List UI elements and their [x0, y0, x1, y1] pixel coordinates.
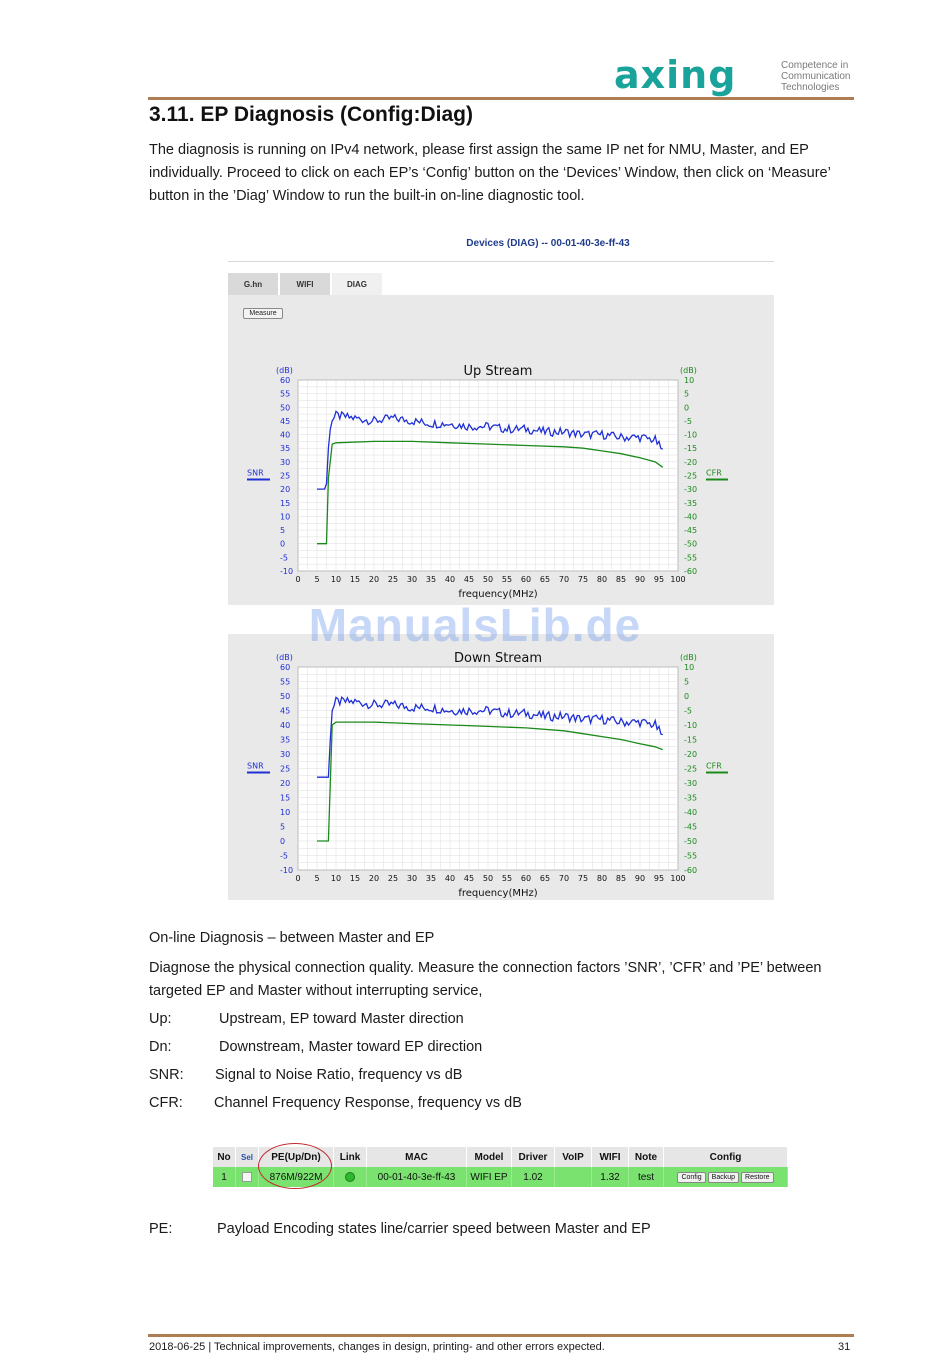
def-desc: Channel Frequency Response, frequency vs dB — [214, 1095, 522, 1111]
y-left-tick-label: -10 — [280, 567, 294, 576]
axing-logo — [614, 58, 774, 98]
measure-button[interactable]: Measure — [243, 308, 283, 319]
header-rule — [148, 97, 854, 100]
def-desc: Signal to Noise Ratio, frequency vs dB — [215, 1067, 463, 1083]
tab-ghn[interactable]: G.hn — [228, 273, 278, 295]
y-left-tick-label: -5 — [280, 851, 288, 861]
y-left-tick-label: 0 — [280, 837, 286, 846]
x-tick-label: 95 — [653, 575, 665, 584]
cell-mac: 00-01-40-3e-ff-43 — [367, 1167, 467, 1187]
y-left-tick-label: 20 — [280, 485, 291, 495]
y-right-tick-label: -20 — [684, 457, 698, 467]
y-right-tick-label: -50 — [684, 539, 698, 549]
y-right-tick-label: -15 — [684, 444, 698, 454]
def-desc: Upstream, EP toward Master direction — [219, 1011, 464, 1027]
col-header: No — [213, 1147, 236, 1167]
y-left-tick-label: 45 — [280, 706, 291, 716]
y-left-tick-label: 55 — [280, 677, 291, 687]
y-right-tick-label: -25 — [684, 471, 698, 481]
x-tick-label: 15 — [349, 575, 361, 584]
y-right-tick-label: -60 — [684, 866, 698, 875]
x-tick-label: 90 — [634, 874, 646, 883]
y-left-tick-label: 30 — [280, 457, 291, 467]
chart-title: Down Stream — [453, 651, 543, 666]
restore-button[interactable]: Restore — [741, 1172, 774, 1183]
downstream-chart — [228, 642, 774, 900]
y-right-unit: (dB) — [680, 653, 697, 662]
x-tick-label: 5 — [314, 575, 320, 584]
x-tick-label: 25 — [387, 874, 399, 883]
intro-line: individually. Proceed to click on each EP’s ‘Config’ button on the ‘Devices’ Window, then click on ‘Measure’ — [149, 165, 831, 181]
y-left-tick-label: 40 — [280, 721, 291, 730]
y-left-tick-label: 10 — [280, 808, 291, 817]
x-tick-label: 65 — [539, 874, 551, 883]
y-right-tick-label: 5 — [684, 389, 690, 399]
y-right-tick-label: -10 — [684, 721, 698, 730]
x-tick-label: 25 — [387, 575, 399, 584]
x-tick-label: 100 — [670, 874, 686, 883]
diag-paragraph — [149, 957, 839, 1003]
y-left-unit: (dB) — [276, 653, 293, 662]
x-tick-label: 30 — [406, 874, 418, 883]
y-left-tick-label: -5 — [280, 553, 288, 563]
x-tick-label: 80 — [596, 575, 608, 584]
backup-button[interactable]: Backup — [708, 1172, 739, 1183]
logo-text: axing — [614, 58, 737, 97]
y-right-tick-label: -45 — [684, 526, 698, 536]
y-right-tick-label: -30 — [684, 779, 698, 788]
x-tick-label: 10 — [330, 874, 342, 883]
y-right-tick-label: -40 — [684, 512, 698, 522]
diag-heading: On-line Diagnosis – between Master and EP — [149, 930, 435, 946]
col-header: WIFI — [592, 1147, 629, 1167]
x-tick-label: 75 — [577, 575, 589, 584]
y-left-tick-label: 45 — [280, 416, 291, 426]
x-tick-label: 55 — [501, 575, 513, 584]
col-header: Link — [334, 1147, 367, 1167]
x-tick-label: 70 — [558, 575, 570, 584]
x-tick-label: 95 — [653, 874, 665, 883]
x-tick-label: 35 — [425, 874, 437, 883]
y-right-tick-label: -5 — [684, 706, 692, 716]
col-header: PE(Up/Dn) — [259, 1147, 334, 1167]
y-right-tick-label: 5 — [684, 677, 690, 687]
col-header: Config — [664, 1147, 788, 1167]
y-right-tick-label: 10 — [684, 376, 695, 385]
y-left-tick-label: 20 — [280, 779, 291, 788]
y-left-tick-label: 25 — [280, 764, 291, 774]
y-left-tick-label: 50 — [280, 692, 291, 701]
y-right-tick-label: -30 — [684, 485, 698, 495]
devices-window-title: Devices (DIAG) -- 00-01-40-3e-ff-43 — [466, 238, 630, 249]
y-left-tick-label: 5 — [280, 526, 286, 536]
x-tick-label: 5 — [314, 874, 320, 883]
y-left-tick-label: 40 — [280, 430, 291, 440]
cfr-legend-label: CFR — [706, 761, 722, 771]
link-status-led-icon — [345, 1172, 355, 1182]
diag-line: targeted EP and Master without interrupting service, — [149, 983, 483, 999]
y-right-tick-label: -35 — [684, 793, 698, 803]
x-tick-label: 60 — [520, 575, 532, 584]
pe-highlight-ring — [258, 1143, 332, 1189]
snr-legend-label: SNR — [247, 468, 264, 478]
y-left-tick-label: 0 — [280, 539, 286, 549]
x-tick-label: 15 — [349, 874, 361, 883]
x-tick-label: 40 — [444, 575, 456, 584]
cell-link — [334, 1167, 367, 1187]
col-header: MAC — [367, 1147, 467, 1167]
select-checkbox[interactable] — [242, 1172, 252, 1182]
y-right-unit: (dB) — [680, 366, 697, 375]
watermark: ManualsLib.de — [308, 599, 642, 651]
y-left-tick-label: 15 — [280, 498, 291, 508]
x-tick-label: 65 — [539, 575, 551, 584]
y-left-tick-label: 35 — [280, 735, 291, 745]
x-axis-label: frequency(MHz) — [458, 589, 538, 600]
window-divider — [228, 261, 774, 262]
snr-legend-label: SNR — [247, 761, 264, 771]
x-tick-label: 85 — [615, 575, 627, 584]
upstream-chart — [228, 355, 774, 605]
y-right-tick-label: -55 — [684, 851, 698, 861]
x-tick-label: 100 — [670, 575, 686, 584]
x-tick-label: 0 — [295, 575, 301, 584]
chart-title: Up Stream — [463, 364, 533, 379]
page-number: 31 — [838, 1341, 851, 1353]
def-term: Dn: — [149, 1039, 172, 1055]
y-left-tick-label: 30 — [280, 750, 291, 759]
def-term: CFR: — [149, 1095, 183, 1111]
y-right-tick-label: -20 — [684, 750, 698, 759]
x-tick-label: 75 — [577, 874, 589, 883]
x-tick-label: 30 — [406, 575, 418, 584]
x-tick-label: 35 — [425, 575, 437, 584]
cell-sel — [236, 1167, 259, 1187]
y-left-tick-label: 15 — [280, 793, 291, 803]
x-tick-label: 20 — [368, 874, 380, 883]
x-tick-label: 60 — [520, 874, 532, 883]
def-term: Up: — [149, 1011, 172, 1027]
y-right-tick-label: 0 — [684, 403, 690, 413]
x-axis-label: frequency(MHz) — [458, 888, 538, 899]
tab-wifi[interactable]: WIFI — [280, 273, 330, 295]
x-tick-label: 55 — [501, 874, 513, 883]
cell-pe: 876M/922M — [259, 1167, 334, 1187]
x-tick-label: 45 — [463, 575, 475, 584]
def-term: SNR: — [149, 1067, 184, 1083]
x-tick-label: 10 — [330, 575, 342, 584]
col-header: Driver — [512, 1147, 555, 1167]
diag-tabs — [228, 273, 384, 295]
cell-note: test — [629, 1167, 664, 1187]
cell-no: 1 — [213, 1167, 236, 1187]
diag-line: Diagnose the physical connection quality. Measure the connection factors ’SNR’, ’CFR’ and ’PE’ between — [149, 960, 822, 976]
y-right-tick-label: -5 — [684, 416, 692, 426]
y-right-tick-label: -50 — [684, 837, 698, 846]
y-left-unit: (dB) — [276, 366, 293, 375]
y-right-tick-label: 10 — [684, 663, 695, 672]
tagline-line: Communication — [781, 71, 851, 82]
x-tick-label: 45 — [463, 874, 475, 883]
intro-line: button in the ’Diag’ Window to run the built-in on-line diagnostic tool. — [149, 188, 585, 204]
y-right-tick-label: -25 — [684, 764, 698, 774]
cell-config — [664, 1167, 788, 1187]
y-left-tick-label: 10 — [280, 512, 291, 522]
x-tick-label: 70 — [558, 874, 570, 883]
y-right-tick-label: -40 — [684, 808, 698, 817]
x-tick-label: 0 — [295, 874, 301, 883]
y-left-tick-label: 25 — [280, 471, 291, 481]
x-tick-label: 20 — [368, 575, 380, 584]
cfr-legend-label: CFR — [706, 468, 722, 478]
y-right-tick-label: -35 — [684, 498, 698, 508]
section-title: 3.11. EP Diagnosis (Config:Diag) — [149, 103, 474, 126]
tab-diag[interactable]: DIAG — [332, 273, 382, 295]
cell-wifi: 1.32 — [592, 1167, 629, 1187]
cell-model: WIFI EP — [467, 1167, 512, 1187]
tagline-line: Competence in — [781, 60, 849, 71]
y-left-tick-label: 60 — [280, 663, 291, 672]
y-left-tick-label: -10 — [280, 866, 294, 875]
y-left-tick-label: 5 — [280, 822, 286, 832]
col-header: VoIP — [555, 1147, 592, 1167]
y-right-tick-label: -55 — [684, 553, 698, 563]
y-right-tick-label: -10 — [684, 430, 698, 440]
x-tick-label: 40 — [444, 874, 456, 883]
x-tick-label: 50 — [482, 575, 494, 584]
cell-driver: 1.02 — [512, 1167, 555, 1187]
col-header: Note — [629, 1147, 664, 1167]
col-header: Model — [467, 1147, 512, 1167]
cell-voip — [555, 1167, 592, 1187]
def-desc: Downstream, Master toward EP direction — [219, 1039, 483, 1055]
tagline-line: Technologies — [781, 82, 840, 93]
intro-line: The diagnosis is running on IPv4 network, please first assign the same IP net for NMU, Master, and EP — [149, 142, 809, 158]
config-button[interactable]: Config — [677, 1172, 705, 1183]
pe-desc: Payload Encoding states line/carrier speed between Master and EP — [217, 1221, 651, 1237]
y-right-tick-label: -45 — [684, 822, 698, 832]
logo-tagline — [781, 60, 871, 93]
y-right-tick-label: 0 — [684, 692, 690, 701]
y-right-tick-label: -60 — [684, 567, 698, 576]
footer-text: 2018-06-25 | Technical improvements, changes in design, printing- and other errors expected. — [149, 1341, 605, 1353]
x-tick-label: 50 — [482, 874, 494, 883]
intro-paragraph — [149, 139, 839, 208]
x-tick-label: 85 — [615, 874, 627, 883]
y-right-tick-label: -15 — [684, 735, 698, 745]
col-header: Sel — [236, 1147, 259, 1167]
x-tick-label: 90 — [634, 575, 646, 584]
y-left-tick-label: 55 — [280, 389, 291, 399]
y-left-tick-label: 60 — [280, 376, 291, 385]
footer-rule — [148, 1334, 854, 1337]
y-left-tick-label: 35 — [280, 444, 291, 454]
y-left-tick-label: 50 — [280, 403, 291, 413]
pe-term: PE: — [149, 1221, 173, 1237]
x-tick-label: 80 — [596, 874, 608, 883]
